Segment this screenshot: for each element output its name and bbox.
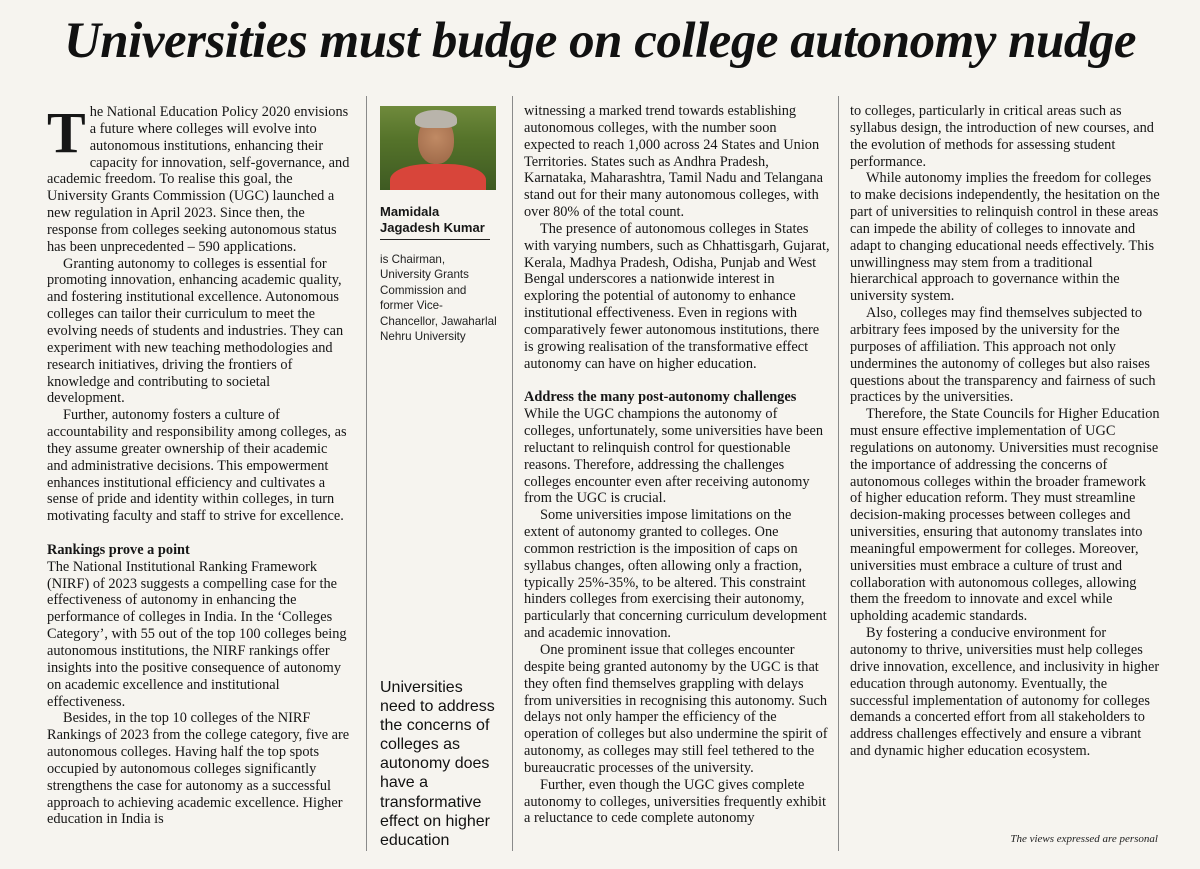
author-name: Mamidala Jagadesh Kumar: [380, 204, 490, 240]
paragraph: Also, colleges may find themselves subjected to arbitrary fees imposed by the university for the purposes of affiliation. This approach not only undermines the autonomy of colleges but also raises questions about the transparency and fairness of such practices by the universities.: [850, 305, 1156, 406]
column-rule: [366, 96, 367, 851]
paragraph: While the UGC champions the autonomy of colleges, unfortunately, some universities have been reluctant to relinquish control for questionable reasons. Therefore, addressing the challenges colleges encounter even after receiving autonomy from the UGC is crucial.: [524, 406, 823, 507]
author-photo: [380, 106, 496, 190]
paragraph: Granting autonomy to colleges is essential for promoting innovation, enhancing academic quality, and fostering institutional excellence. Autonomous colleges can tailor their curriculum to meet the evolving needs of students and industries. They can experiment with new teaching methodologies and research initiatives, driving the frontiers of knowledge and contributing to societal development.: [47, 255, 344, 407]
article-column-1: [47, 104, 351, 849]
drop-cap: T: [47, 104, 86, 165]
author-bio: is Chairman, University Grants Commission and former Vice-Chancellor, Jawaharlal Nehru University: [380, 253, 497, 344]
headline: Universities must budge on college autonomy nudge: [63, 13, 1137, 69]
paragraph: Therefore, the State Councils for Higher Education must ensure effective implementation of UGC regulations on autonomy. Universities must recognise the importance of addressing the concerns of autonomous colleges within the broader framework of higher education reform. They must streamline decision-making processes between colleges and universities, ensuring that autonomy translates into meaningful empowerment for colleges. Moreover, universities must embrace a culture of trust and collaboration with autonomous colleges, allowing them the freedom to innovate and excel while upholding academic standards.: [850, 406, 1160, 625]
paragraph: to colleges, particularly in critical areas such as syllabus design, the introduction of new courses, and the evolution of methods for assessing student performance.: [850, 103, 1154, 170]
paragraph: witnessing a marked trend towards establishing autonomous colleges, with the number soon expected to reach 1,000 across 24 States and Union Territories. States such as Andhra Pradesh, Karnataka, Maharashtra, Tamil Nadu and Telangana stand out for their many autonomous colleges, with over 80% of the total count.: [524, 103, 823, 221]
author-box: [380, 106, 498, 344]
paragraph: By fostering a conducive environment for autonomy to thrive, universities must help colleges drive innovation, excellence, and inclusivity in higher education through autonomy. Eventually, the successful implementation of autonomy for colleges demands a concerted effort from all stakeholders to address challenges effectively and ensure a vibrant and dynamic higher education ecosystem.: [850, 625, 1160, 760]
column-rule: [838, 96, 839, 851]
paragraph: Some universities impose limitations on the extent of autonomy granted to colleges. One common restriction is the imposition of caps on syllabus changes, often allowing only a fraction, typically 25%-35%, to be altered. This constraint hinders colleges from exercising their autonomy, particularly that concerning curriculum development and academic innovation.: [524, 507, 827, 642]
paragraph: Further, autonomy fosters a culture of accountability and responsibility among colleges, as they assume greater ownership of their academic and administrative decisions. This empowerment enhances institutional efficiency and cultivates a sense of pride and identity within colleges, in turn motivating faculty and staff to strive for excellence.: [47, 407, 347, 525]
column-rule: [512, 96, 513, 851]
paragraph: Besides, in the top 10 colleges of the NIRF Rankings of 2023 from the college category, five are autonomous colleges. Having half the top spots occupied by autonomous colleges significantly strengthens the case for autonomy as a successful approach to achieving academic excellence. Higher education in India is: [47, 710, 350, 828]
paragraph: The presence of autonomous colleges in States with varying numbers, such as Chhattisgarh, Gujarat, Kerala, Madhya Pradesh, Odisha, Punjab and West Bengal underscores a nationwide interest in exploring the potential of autonomy to enhance institutional effectiveness. Even in regions with comparatively fewer autonomous institutions, there is growing realisation of the transformative effect autonomy can have on higher education.: [524, 220, 830, 372]
subheading: Address the many post-autonomy challenges: [524, 389, 797, 406]
paragraph: One prominent issue that colleges encounter despite being granted autonomy by the UGC is that they often find themselves grappling with delays from universities in recognising this autonomy. Such delays not only hamper the efficiency of the operation of colleges but also undermine the spirit of autonomy, as colleges may still feel tethered to the bureaucratic processes of the university.: [524, 642, 828, 776]
pull-quote: Universities need to address the concerns of colleges as autonomy does have a transformative effect on higher education: [380, 679, 495, 849]
paragraph: The National Institutional Ranking Framework (NIRF) of 2023 suggests a compelling case for the effectiveness of autonomy in enhancing the performance of colleges in India. In the ‘Colleges Category’, with 55 out of the top 100 colleges being autonomous institutions, the NIRF rankings offer insights into the positive consequence of autonomy on academic excellence and institutional effectiveness.: [47, 558, 347, 710]
article-column-4: [850, 103, 1160, 848]
subheading: Rankings prove a point: [47, 541, 190, 558]
paragraph: Further, even though the UGC gives complete autonomy to colleges, universities frequently exhibit a reluctance to cede complete autonomy: [524, 776, 826, 827]
disclaimer: The views expressed are personal: [1010, 833, 1158, 845]
paragraph: While autonomy implies the freedom for colleges to make decisions independently, the hesitation on the part of universities to relinquish control in these areas can impede the ability of colleges to innovate and adapt to changing educational needs effectively. This unwillingness may stem from a traditional hierarchical approach to governance within the university system.: [850, 170, 1160, 305]
article-column-3: [524, 103, 830, 848]
paragraph: The National Education Policy 2020 envisions a future where colleges will evolve into autonomous institutions, enhancing their capacity for innovation, self-governance, and academic freedom. To realise this goal, the University Grants Commission (UGC) launched a new regulation in April 2023. Since then, the response from colleges seeking autonomous status has been unprecedented – 590 applications.: [47, 104, 350, 255]
